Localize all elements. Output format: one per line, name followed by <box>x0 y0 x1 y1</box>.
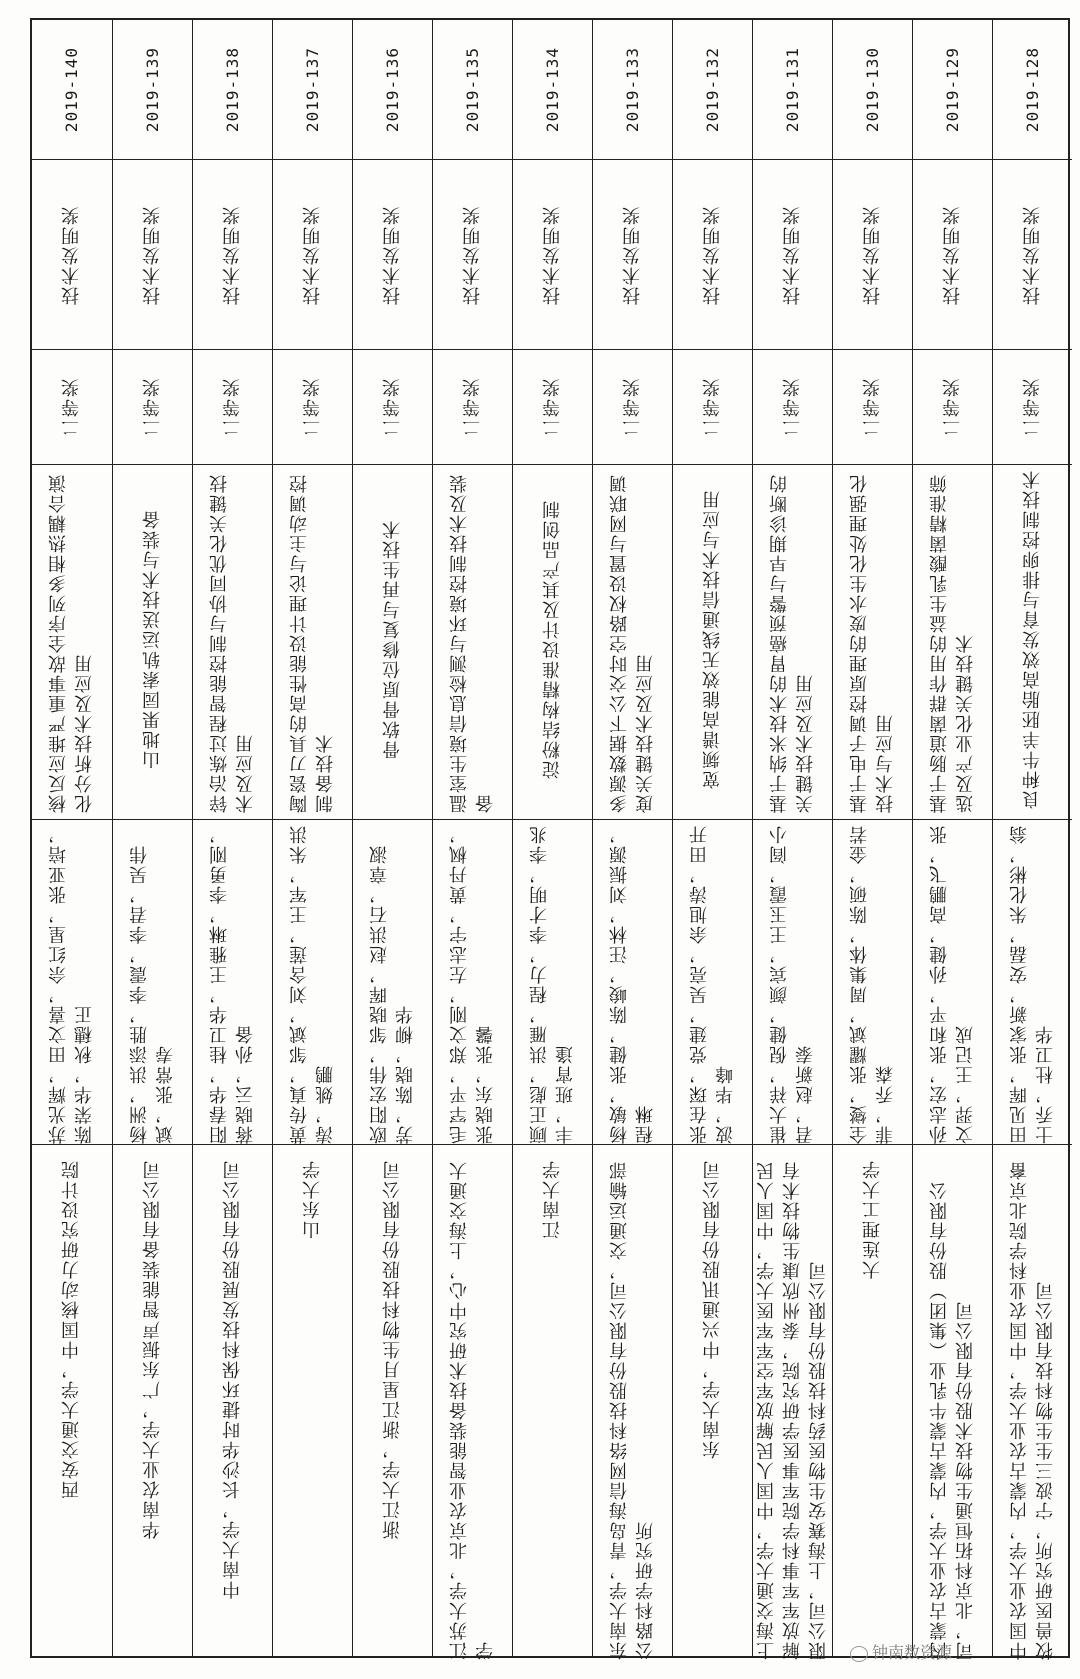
project-title-cell <box>433 465 512 820</box>
inventors: 孙志宏，张和平，孙健，高鹏飞，张文羿，王记成 <box>928 824 976 1144</box>
award-grade: 二等奖 <box>701 377 723 437</box>
serial-number: 2019-129 <box>942 46 962 133</box>
award-category-cell <box>433 160 512 350</box>
serial-number-cell <box>673 20 752 160</box>
project-title: 陶瓷刀具的高性能设计理论与主动调控制备技术 <box>288 473 336 813</box>
project-title-cell <box>593 465 672 820</box>
award-category: 技术发明奖 <box>861 204 883 305</box>
award-category-cell <box>113 160 192 350</box>
organizations-cell <box>673 1145 752 1660</box>
table-row <box>912 20 992 1660</box>
table-row <box>432 20 512 1660</box>
inventors-cell <box>993 820 1072 1145</box>
project-title-cell <box>353 465 432 820</box>
serial-number-cell <box>513 20 592 160</box>
serial-number-cell <box>433 20 512 160</box>
serial-number-cell <box>32 20 112 160</box>
organizations: 内蒙古农业大学，内蒙古蒙牛乳业（集团）股份有限公司，北京科拓恒通生物技术股份有限公司 <box>928 1180 976 1660</box>
organizations: 华南农业大学，广东振声智能装备有限公司 <box>141 1159 163 1539</box>
project-title: 基于肠道菌群作用的益生乳酸菌精准筛选及产业化关键技术 <box>928 473 976 813</box>
award-grade-cell <box>753 350 832 465</box>
project-title: 基于纳米技术的胃癌预警与早期诊断的关键技术及应用 <box>768 473 816 813</box>
award-category-cell <box>993 160 1072 350</box>
table-row <box>272 20 352 1656</box>
award-category-cell <box>353 160 432 350</box>
award-category: 技术发明奖 <box>701 204 723 305</box>
award-grade-cell <box>113 350 192 465</box>
award-grade: 二等奖 <box>781 377 803 437</box>
watermark <box>850 1640 952 1663</box>
award-category: 技术发明奖 <box>221 204 243 305</box>
award-category: 技术发明奖 <box>381 204 403 305</box>
award-category-cell <box>32 160 112 350</box>
inventors: 崔大祥，倪健，颜宾，王玉霞，阎小君，赵新泰 <box>768 824 816 1144</box>
inventors-cell <box>833 820 912 1145</box>
award-category-cell <box>273 160 352 350</box>
organizations-cell <box>833 1145 912 1660</box>
serial-number: 2019-137 <box>302 46 322 133</box>
award-category-cell <box>593 160 672 350</box>
table-row <box>752 20 832 1660</box>
table-row <box>992 20 1072 1660</box>
award-grade: 二等奖 <box>1021 377 1043 437</box>
inventors: 田见晖，张家新，安磊，朱化彬，翁士乔，杜卫华 <box>1008 824 1056 1144</box>
inventors-cell <box>593 820 672 1145</box>
inventors: 欧阳宏伟，邹晓晖，赵洪石，章淑芳，陈晓，柳华 <box>368 844 416 1144</box>
award-grade: 二等奖 <box>61 377 82 437</box>
award-grade: 二等奖 <box>141 377 163 437</box>
award-grade-cell <box>593 350 672 465</box>
inventors: 阳春华，桂卫华，王雅琳，李勇刚，蒋晓云，孙备 <box>208 824 256 1144</box>
serial-number: 2019-140 <box>62 46 81 133</box>
organizations: 浙江大学，浙江星月生物科技股份有限公司 <box>381 1159 403 1539</box>
serial-number-cell <box>273 20 352 160</box>
inventors-cell <box>433 820 512 1145</box>
organizations: 中南大学，长沙华时捷环保科技发展股份有限公司 <box>221 1159 243 1599</box>
serial-number-cell <box>753 20 832 160</box>
award-category-cell <box>833 160 912 350</box>
watermark-text: 钟南数资源 <box>872 1643 953 1662</box>
award-grade-cell <box>833 350 912 465</box>
award-grade-cell <box>353 350 432 465</box>
inventors: 苏光辉，田文喜，佘红星，张亚培，陈荣华，秋穗正 <box>48 824 95 1144</box>
inventors-cell <box>32 820 112 1145</box>
award-category-cell <box>913 160 992 350</box>
award-table <box>30 18 1070 1658</box>
inventors: 杨敏，张健，陈峻，汪林，刘振源，程琳 <box>608 824 656 1144</box>
award-category: 技术发明奖 <box>461 204 483 305</box>
inventors: 杨洲，洪添胜，李震，李君，吴伟斌，张常寿 <box>128 844 176 1144</box>
inventors: 全燮，张耀斌，周集体，陈硕，金若菲，乔森 <box>848 824 896 1144</box>
inventors: 顾正彪，洪雁，程力，李才明，李兆丰，班宵逢 <box>528 824 576 1144</box>
project-title: 宽频谱高能效无线通信技术与应用 <box>701 489 723 789</box>
award-grade: 二等奖 <box>941 377 963 437</box>
serial-number-cell <box>993 20 1072 160</box>
organizations: 江南大学 <box>541 1159 563 1239</box>
serial-number: 2019-130 <box>862 46 882 133</box>
project-title-cell <box>833 465 912 820</box>
serial-number: 2019-134 <box>542 46 562 133</box>
award-grade: 二等奖 <box>221 377 243 437</box>
award-grade-cell <box>273 350 352 465</box>
serial-number-cell <box>113 20 192 160</box>
table-row <box>112 20 192 1656</box>
organizations-cell <box>753 1145 832 1660</box>
inventors-cell <box>673 820 752 1145</box>
project-title-cell <box>913 465 992 820</box>
award-category-cell <box>193 160 272 350</box>
award-grade-cell <box>32 350 112 465</box>
project-title-cell <box>673 465 752 820</box>
award-grade: 二等奖 <box>461 377 483 437</box>
award-grade-cell <box>433 350 512 465</box>
award-grade-cell <box>913 350 992 465</box>
organizations-cell <box>433 1145 512 1660</box>
organizations-cell <box>353 1145 432 1660</box>
project-title-cell <box>513 465 592 820</box>
award-grade: 二等奖 <box>621 377 643 437</box>
serial-number-cell <box>353 20 432 160</box>
project-title: 淀粉结构精准设计及其产品创制 <box>541 499 563 779</box>
table-row <box>192 20 272 1656</box>
award-grade: 二等奖 <box>861 377 883 437</box>
serial-number: 2019-131 <box>782 46 802 133</box>
serial-number: 2019-139 <box>142 46 162 133</box>
project-title: 多源数据下公交时空路权设置与网联调度关键技术及应用 <box>608 473 656 813</box>
award-grade-cell <box>673 350 752 465</box>
serial-number-cell <box>913 20 992 160</box>
table-row <box>352 20 432 1656</box>
organizations: 东南大学，中兴通讯股份有限公司 <box>701 1159 723 1459</box>
project-title-cell <box>273 465 352 820</box>
serial-number: 2019-138 <box>222 46 242 133</box>
organizations-cell <box>913 1145 992 1660</box>
organizations: 山东大学 <box>301 1159 323 1239</box>
serial-number: 2019-133 <box>622 46 642 133</box>
award-grade-cell <box>993 350 1072 465</box>
project-title: 骨软骨原位修复与再生技术 <box>381 519 403 759</box>
award-category: 技术发明奖 <box>781 204 803 305</box>
serial-number: 2019-135 <box>462 46 482 133</box>
table-row <box>832 20 912 1656</box>
award-category-cell <box>753 160 832 350</box>
award-category: 技术发明奖 <box>301 204 323 305</box>
award-category: 技术发明奖 <box>621 204 643 305</box>
table-row <box>32 20 112 1656</box>
project-title-cell <box>193 465 272 820</box>
inventors: 张在琛，党建，吴亮，余旭涛，田开波，毕峰 <box>688 824 736 1144</box>
organizations-cell <box>32 1145 112 1660</box>
table-row <box>672 20 752 1656</box>
table-row <box>512 20 592 1656</box>
organizations-cell <box>273 1145 352 1660</box>
table-row <box>592 20 672 1660</box>
organizations: 中国农业大学，内蒙古农业大学，中国农业科学院北京畜牧兽医研究所，宁波三生生物科技有限公司 <box>1008 1160 1056 1660</box>
organizations: 西安交通大学，中国核动力研究设计院 <box>61 1159 82 1499</box>
project-title-cell <box>113 465 192 820</box>
serial-number: 2019-136 <box>382 46 402 133</box>
serial-number-cell <box>593 20 672 160</box>
project-title: 山地果园索轨运送技术与装备 <box>141 509 163 769</box>
organizations-cell <box>593 1145 672 1660</box>
organizations: 江苏大学，北京农业智能装备技术研究中心，上海交通大学 <box>448 1160 496 1660</box>
award-category: 技术发明奖 <box>941 204 963 305</box>
project-title: 温室生境信息检测与环境控制技术及装备 <box>448 473 496 813</box>
organizations-cell <box>513 1145 592 1660</box>
inventors-cell <box>113 820 192 1145</box>
project-title: 良种牛羊胚胎高效发育与排卵控制技术 <box>1021 469 1043 809</box>
inventors-cell <box>753 820 832 1145</box>
award-grade: 二等奖 <box>381 377 403 437</box>
organizations-cell <box>193 1145 272 1660</box>
organizations: 上海交通大学，中国人民解放军空军军医大学，中国人民解放军军事科学院军事医学研究院，泰州欣康生物技术有限公司，上海赛安生物医药科技股份有限公司 <box>755 1160 829 1660</box>
project-title-cell <box>993 465 1072 820</box>
inventors-cell <box>273 820 352 1145</box>
serial-number: 2019-132 <box>702 46 722 133</box>
award-grade: 二等奖 <box>301 377 323 437</box>
project-title: 基于电子调控原理的废水生化处理强化技术与应用 <box>848 473 896 813</box>
inventors-cell <box>913 820 992 1145</box>
inventors: 毛罕平，郑文刚，左志宇，黄丹枫，张晓东，张馨 <box>448 824 496 1144</box>
inventors-cell <box>353 820 432 1145</box>
wechat-icon <box>850 1646 868 1662</box>
project-title-cell <box>32 465 112 820</box>
serial-number-cell <box>193 20 272 160</box>
award-category: 技术发明奖 <box>1021 204 1043 305</box>
award-category: 技术发明奖 <box>61 204 82 305</box>
project-title: 核反应堆严重事故全序列多相热耦合演化分析技术及应用 <box>48 473 95 813</box>
inventors-cell <box>193 820 272 1145</box>
award-grade: 二等奖 <box>541 377 563 437</box>
award-category: 技术发明奖 <box>141 204 163 305</box>
inventors: 黄传真，邹斌，刘含莲，王军，朱洪涛，姚鹏 <box>288 824 336 1144</box>
award-category-cell <box>673 160 752 350</box>
project-title: 锌冶炼过程智能控制与协同优化关键技术及应用 <box>208 473 256 813</box>
award-grade-cell <box>513 350 592 465</box>
serial-number: 2019-128 <box>1022 46 1042 133</box>
serial-number-cell <box>833 20 912 160</box>
award-category-cell <box>513 160 592 350</box>
organizations-cell <box>113 1145 192 1660</box>
organizations: 东南大学，青岛海信网络科技股份有限公司，交通运输部公路科学研究所 <box>608 1160 656 1660</box>
organizations-cell <box>993 1145 1072 1660</box>
award-category: 技术发明奖 <box>541 204 563 305</box>
organizations: 大连理工大学 <box>861 1159 883 1279</box>
inventors-cell <box>513 820 592 1145</box>
project-title-cell <box>753 465 832 820</box>
award-grade-cell <box>193 350 272 465</box>
